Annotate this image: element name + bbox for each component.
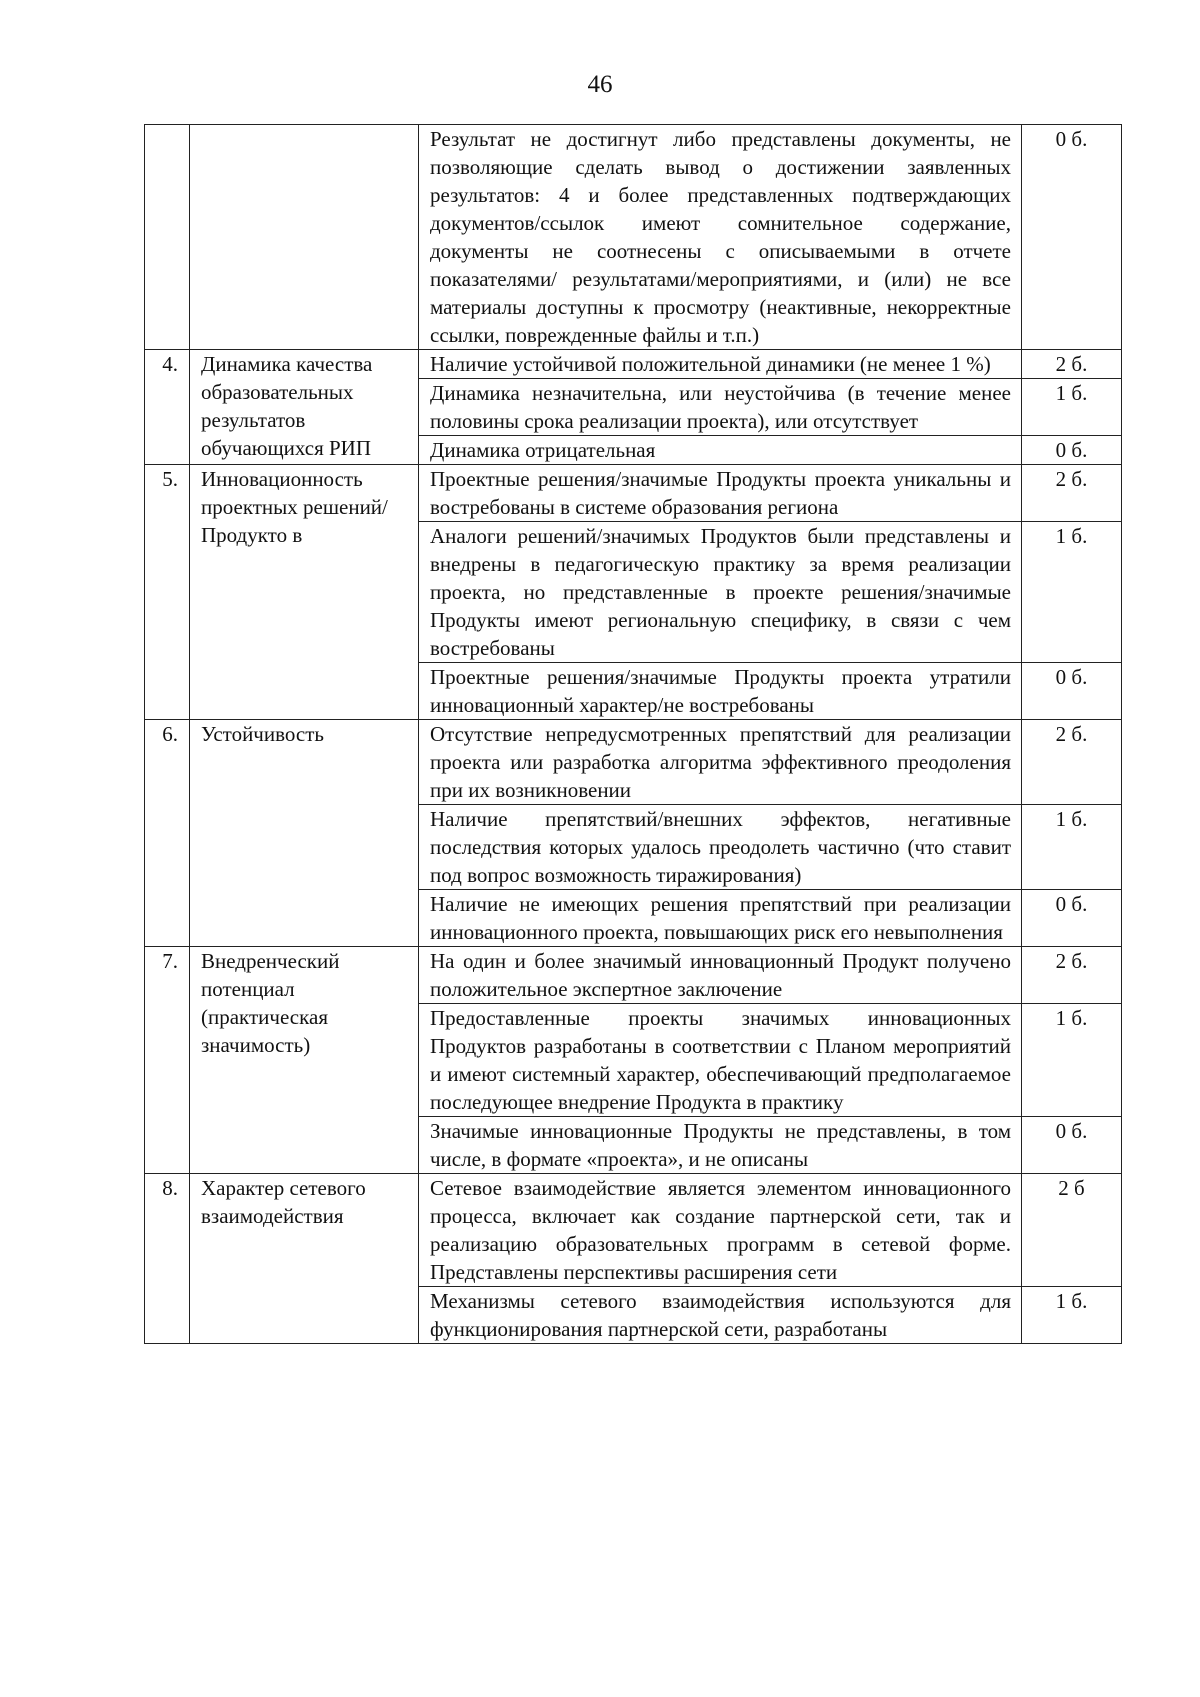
- level-description: Аналоги решений/значимых Продуктов были представлены и внедрены в педагогическую практику за время реализации проекта, но представленные в проекте решения/значимые Продукты имеют региональную специфику, в связи с чем востребованы: [419, 522, 1022, 663]
- level-description: Наличие не имеющих решения препятствий при реализации инновационного проекта, повышающих риск его невыполнения: [419, 890, 1022, 947]
- level-score: 0 б.: [1022, 436, 1122, 465]
- level-description: Наличие препятствий/внешних эффектов, негативные последствия которых удалось преодолеть частично (что ставит под вопрос возможность тиражирования): [419, 805, 1022, 890]
- criterion-number: 8.: [145, 1174, 190, 1344]
- level-score: 1 б.: [1022, 522, 1122, 663]
- level-description: Результат не достигнут либо представлены документы, не позволяющие сделать вывод о достижении заявленных результатов: 4 и более представленных подтверждающих документов/ссылок имеют сомнительное содержание, документы не соотнесены с описываемыми в отчете показателями/ результатами/мероприятиями, и (или) не все материалы доступны к просмотру (неактивные, некорректные ссылки, поврежденные файлы и т.п.): [419, 125, 1022, 350]
- level-score: 1 б.: [1022, 1004, 1122, 1117]
- table-row: [145, 1174, 1122, 1287]
- level-description: Сетевое взаимодействие является элементом инновационного процесса, включает как создание партнерской сети, так и реализацию образовательных программ в сетевой форме. Представлены перспективы расширения сети: [419, 1174, 1022, 1287]
- criterion-name: Инновационность проектных решений/Продукто в: [190, 465, 419, 720]
- level-description: Значимые инновационные Продукты не представлены, в том числе, в формате «проекта», и не описаны: [419, 1117, 1022, 1174]
- criterion-name: Динамика качества образовательных результатов обучающихся РИП: [190, 350, 419, 465]
- table-row: [145, 947, 1122, 1004]
- level-score: 0 б.: [1022, 1117, 1122, 1174]
- level-score: 2 б.: [1022, 465, 1122, 522]
- level-score: 1 б.: [1022, 805, 1122, 890]
- criterion-name: Внедренческий потенциал (практическая значимость): [190, 947, 419, 1174]
- level-score: 0 б.: [1022, 890, 1122, 947]
- level-description: Проектные решения/значимые Продукты проекта утратили инновационный характер/не востребованы: [419, 663, 1022, 720]
- criterion-number: 5.: [145, 465, 190, 720]
- level-description: Предоставленные проекты значимых инновационных Продуктов разработаны в соответствии с Планом мероприятий и имеют системный характер, обеспечивающий предполагаемое последующее внедрение Продукта в практику: [419, 1004, 1022, 1117]
- criterion-number: 4.: [145, 350, 190, 465]
- level-score: 2 б: [1022, 1174, 1122, 1287]
- page-number: 46: [587, 71, 613, 98]
- level-description: Динамика незначительна, или неустойчива (в течение менее половины срока реализации проекта), или отсутствует: [419, 379, 1022, 436]
- level-score: 2 б.: [1022, 720, 1122, 805]
- table-row: [145, 465, 1122, 522]
- level-description: Отсутствие непредусмотренных препятствий для реализации проекта или разработка алгоритма эффективного преодоления при их возникновении: [419, 720, 1022, 805]
- level-description: Динамика отрицательная: [419, 436, 1022, 465]
- level-description: На один и более значимый инновационный Продукт получено положительное экспертное заключение: [419, 947, 1022, 1004]
- criteria-table: [144, 124, 1122, 1344]
- level-description: Наличие устойчивой положительной динамики (не менее 1 %): [419, 350, 1022, 379]
- criterion-number: [145, 125, 190, 350]
- table-row: [145, 350, 1122, 379]
- criterion-name: [190, 125, 419, 350]
- level-score: 0 б.: [1022, 125, 1122, 350]
- table-row: [145, 125, 1122, 350]
- criterion-number: 6.: [145, 720, 190, 947]
- level-score: 2 б.: [1022, 350, 1122, 379]
- criterion-name: Устойчивость: [190, 720, 419, 947]
- level-score: 0 б.: [1022, 663, 1122, 720]
- level-description: Механизмы сетевого взаимодействия используются для функционирования партнерской сети, разработаны: [419, 1287, 1022, 1344]
- level-score: 2 б.: [1022, 947, 1122, 1004]
- criterion-name: Характер сетевого взаимодействия: [190, 1174, 419, 1344]
- level-description: Проектные решения/значимые Продукты проекта уникальны и востребованы в системе образования региона: [419, 465, 1022, 522]
- level-score: 1 б.: [1022, 379, 1122, 436]
- level-score: 1 б.: [1022, 1287, 1122, 1344]
- table-row: [145, 720, 1122, 805]
- criterion-number: 7.: [145, 947, 190, 1174]
